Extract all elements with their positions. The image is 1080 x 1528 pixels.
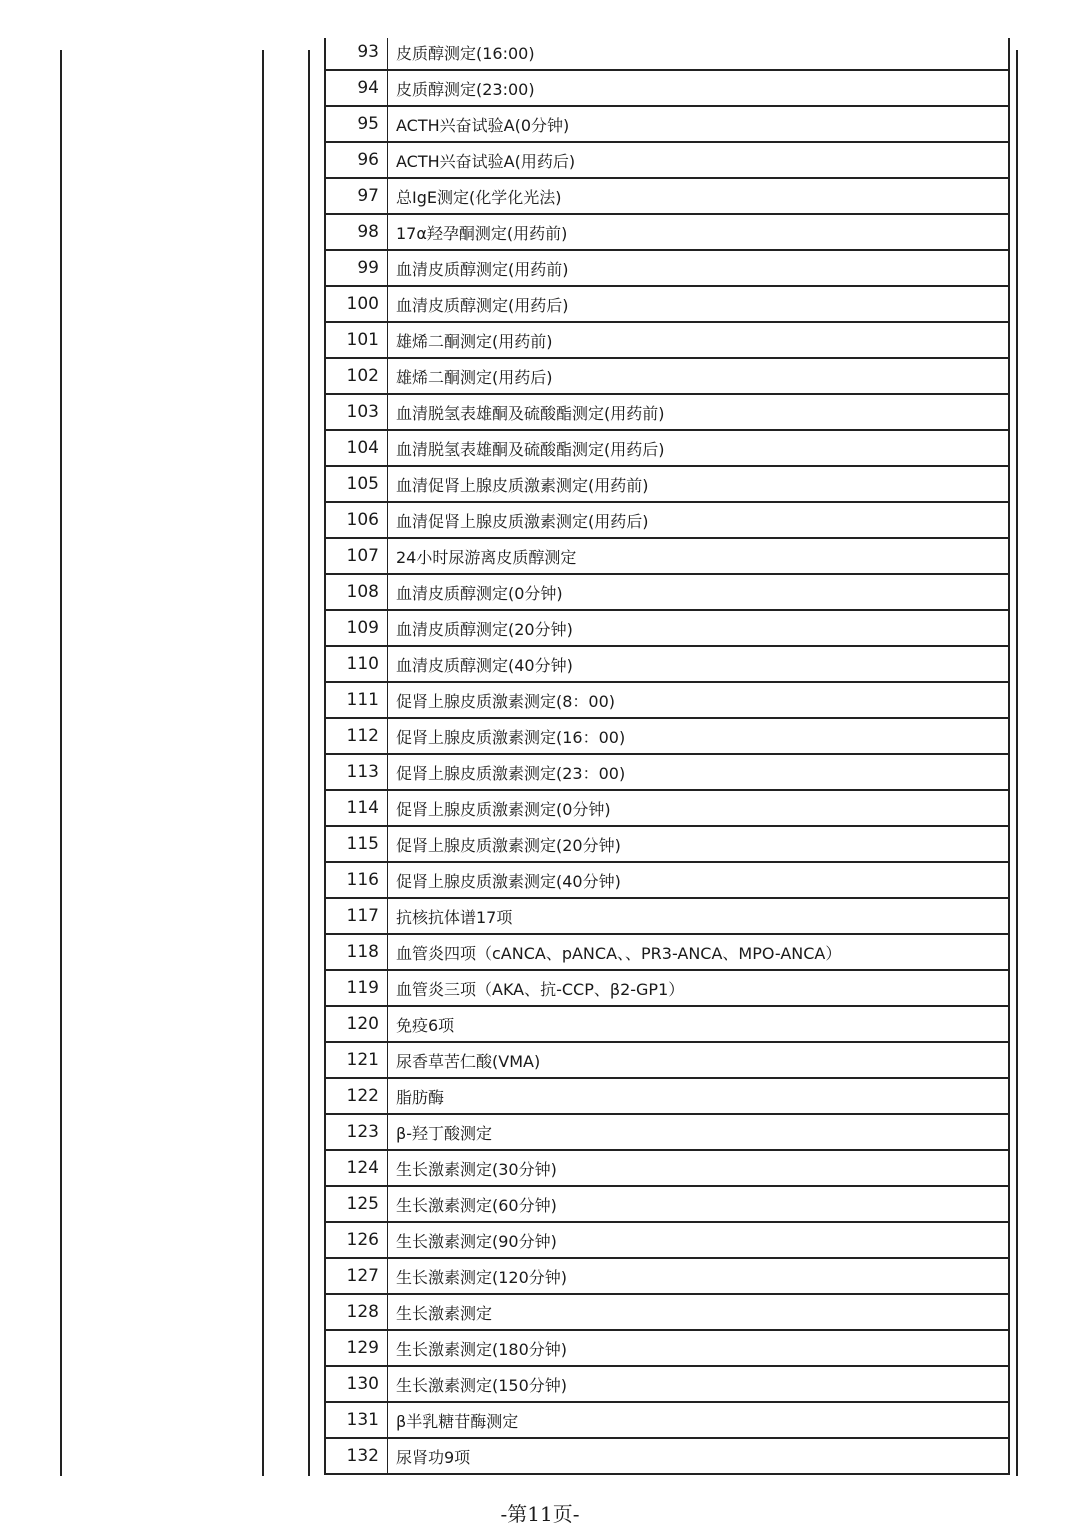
table-row	[326, 683, 1008, 719]
item-name-cell: 24小时尿游离皮质醇测定	[396, 547, 577, 567]
table-row	[326, 1367, 1008, 1403]
table-row	[326, 827, 1008, 863]
table-row	[326, 899, 1008, 935]
item-name-cell: 抗核抗体谱17项	[396, 907, 513, 927]
item-name-cell: 血清皮质醇测定(用药后)	[396, 295, 569, 315]
item-name-cell: 血管炎四项（cANCA、pANCA、、PR3-ANCA、MPO-ANCA）	[396, 943, 842, 963]
row-number-cell: 110	[326, 647, 388, 681]
item-name-cell: 血管炎三项（AKA、抗-CCP、β2-GP1）	[396, 979, 685, 999]
table-row	[326, 1331, 1008, 1367]
item-name-cell: 生长激素测定(90分钟)	[396, 1231, 557, 1251]
item-name-cell: 血清促肾上腺皮质激素测定(用药后)	[396, 511, 649, 531]
item-name-cell: 生长激素测定	[396, 1303, 493, 1323]
row-number-cell: 96	[326, 143, 388, 177]
row-number-cell: 117	[326, 899, 388, 933]
row-number-cell: 128	[326, 1295, 388, 1329]
item-name-cell: 促肾上腺皮质激素测定(20分钟)	[396, 835, 621, 855]
item-name-cell: 生长激素测定(180分钟)	[396, 1339, 568, 1359]
item-name-cell: 血清脱氢表雄酮及硫酸酯测定(用药后)	[396, 439, 665, 459]
table-row	[326, 1295, 1008, 1331]
item-name-cell: 生长激素测定(120分钟)	[396, 1267, 568, 1287]
page-rule-inner-right	[1016, 50, 1018, 1476]
row-number-cell: 112	[326, 719, 388, 753]
row-number-cell: 115	[326, 827, 388, 861]
row-number-cell: 94	[326, 71, 388, 105]
row-number-cell: 101	[326, 323, 388, 357]
item-name-cell: ACTH兴奋试验A(0分钟)	[396, 115, 570, 135]
table-row	[326, 323, 1008, 359]
table-row	[326, 467, 1008, 503]
item-name-cell: 生长激素测定(150分钟)	[396, 1375, 568, 1395]
row-number-cell: 93	[326, 38, 388, 69]
item-name-cell: 雄烯二酮测定(用药后)	[396, 367, 553, 387]
table-row	[326, 719, 1008, 755]
item-name-cell: 血清皮质醇测定(40分钟)	[396, 655, 573, 675]
table-row	[326, 395, 1008, 431]
table-row	[326, 359, 1008, 395]
row-number-cell: 131	[326, 1403, 388, 1437]
item-name-cell: 雄烯二酮测定(用药前)	[396, 331, 553, 351]
row-number-cell: 125	[326, 1187, 388, 1221]
row-number-cell: 122	[326, 1079, 388, 1113]
item-name-cell: 血清促肾上腺皮质激素测定(用药前)	[396, 475, 649, 495]
table-row	[326, 575, 1008, 611]
table-row	[326, 1187, 1008, 1223]
table-row	[326, 1151, 1008, 1187]
item-name-cell: 皮质醇测定(16:00)	[396, 43, 535, 63]
item-name-cell: 皮质醇测定(23:00)	[396, 79, 535, 99]
table-row	[326, 251, 1008, 287]
row-number-cell: 130	[326, 1367, 388, 1401]
table-row	[326, 287, 1008, 323]
page-rule-middle	[262, 50, 264, 1476]
item-name-cell: 总IgE测定(化学化光法)	[396, 187, 562, 207]
row-number-cell: 111	[326, 683, 388, 717]
row-number-cell: 127	[326, 1259, 388, 1293]
page-rule-left	[60, 50, 62, 1476]
row-number-cell: 102	[326, 359, 388, 393]
table-row	[326, 1007, 1008, 1043]
table-row	[326, 1223, 1008, 1259]
item-name-cell: 免疫6项	[396, 1015, 455, 1035]
row-number-cell: 108	[326, 575, 388, 609]
item-name-cell: 17α羟孕酮测定(用药前)	[396, 223, 568, 243]
table-row	[326, 1079, 1008, 1115]
item-name-cell: β半乳糖苷酶测定	[396, 1411, 519, 1431]
table-row	[326, 791, 1008, 827]
item-name-cell: 脂肪酶	[396, 1087, 445, 1107]
row-number-cell: 107	[326, 539, 388, 573]
item-name-cell: 生长激素测定(60分钟)	[396, 1195, 557, 1215]
row-number-cell: 126	[326, 1223, 388, 1257]
row-number-cell: 129	[326, 1331, 388, 1365]
table-row	[326, 38, 1008, 71]
row-number-cell: 124	[326, 1151, 388, 1185]
item-name-cell: 血清皮质醇测定(20分钟)	[396, 619, 573, 639]
table-row	[326, 863, 1008, 899]
item-name-cell: 血清皮质醇测定(用药前)	[396, 259, 569, 279]
item-name-cell: 血清脱氢表雄酮及硫酸酯测定(用药前)	[396, 403, 665, 423]
table-row	[326, 1439, 1008, 1475]
item-name-cell: 促肾上腺皮质激素测定(8：00)	[396, 691, 616, 711]
item-name-cell: 尿香草苦仁酸(VMA)	[396, 1051, 541, 1071]
item-name-cell: 促肾上腺皮质激素测定(0分钟)	[396, 799, 611, 819]
row-number-cell: 113	[326, 755, 388, 789]
table-row	[326, 935, 1008, 971]
item-name-cell: 血清皮质醇测定(0分钟)	[396, 583, 563, 603]
table-row	[326, 971, 1008, 1007]
table-row	[326, 1043, 1008, 1079]
row-number-cell: 132	[326, 1439, 388, 1473]
row-number-cell: 106	[326, 503, 388, 537]
row-number-cell: 118	[326, 935, 388, 969]
page-rule-inner-left	[308, 50, 310, 1476]
row-number-cell: 100	[326, 287, 388, 321]
row-number-cell: 97	[326, 179, 388, 213]
table-row	[326, 539, 1008, 575]
row-number-cell: 121	[326, 1043, 388, 1077]
item-name-cell: 尿肾功9项	[396, 1447, 471, 1467]
row-number-cell: 116	[326, 863, 388, 897]
table-row	[326, 1403, 1008, 1439]
table-row	[326, 107, 1008, 143]
table-row	[326, 215, 1008, 251]
row-number-cell: 123	[326, 1115, 388, 1149]
row-number-cell: 104	[326, 431, 388, 465]
row-number-cell: 109	[326, 611, 388, 645]
item-name-cell: ACTH兴奋试验A(用药后)	[396, 151, 576, 171]
item-name-cell: β-羟丁酸测定	[396, 1123, 492, 1143]
row-number-cell: 95	[326, 107, 388, 141]
table-row	[326, 503, 1008, 539]
table-row	[326, 611, 1008, 647]
table-row	[326, 755, 1008, 791]
row-number-cell: 120	[326, 1007, 388, 1041]
table-row	[326, 179, 1008, 215]
row-number-cell: 98	[326, 215, 388, 249]
table-row	[326, 71, 1008, 107]
page-number: -第11页-	[500, 1502, 580, 1526]
item-name-cell: 促肾上腺皮质激素测定(40分钟)	[396, 871, 621, 891]
row-number-cell: 103	[326, 395, 388, 429]
table-row	[326, 143, 1008, 179]
table-row	[326, 647, 1008, 683]
item-name-cell: 促肾上腺皮质激素测定(23：00)	[396, 763, 626, 783]
row-number-cell: 99	[326, 251, 388, 285]
item-name-cell: 促肾上腺皮质激素测定(16：00)	[396, 727, 626, 747]
table-row	[326, 1259, 1008, 1295]
row-number-cell: 119	[326, 971, 388, 1005]
row-number-cell: 105	[326, 467, 388, 501]
row-number-cell: 114	[326, 791, 388, 825]
item-name-cell: 生长激素测定(30分钟)	[396, 1159, 557, 1179]
table-row	[326, 431, 1008, 467]
table-row	[326, 1115, 1008, 1151]
exam-items-table	[324, 38, 1010, 1475]
